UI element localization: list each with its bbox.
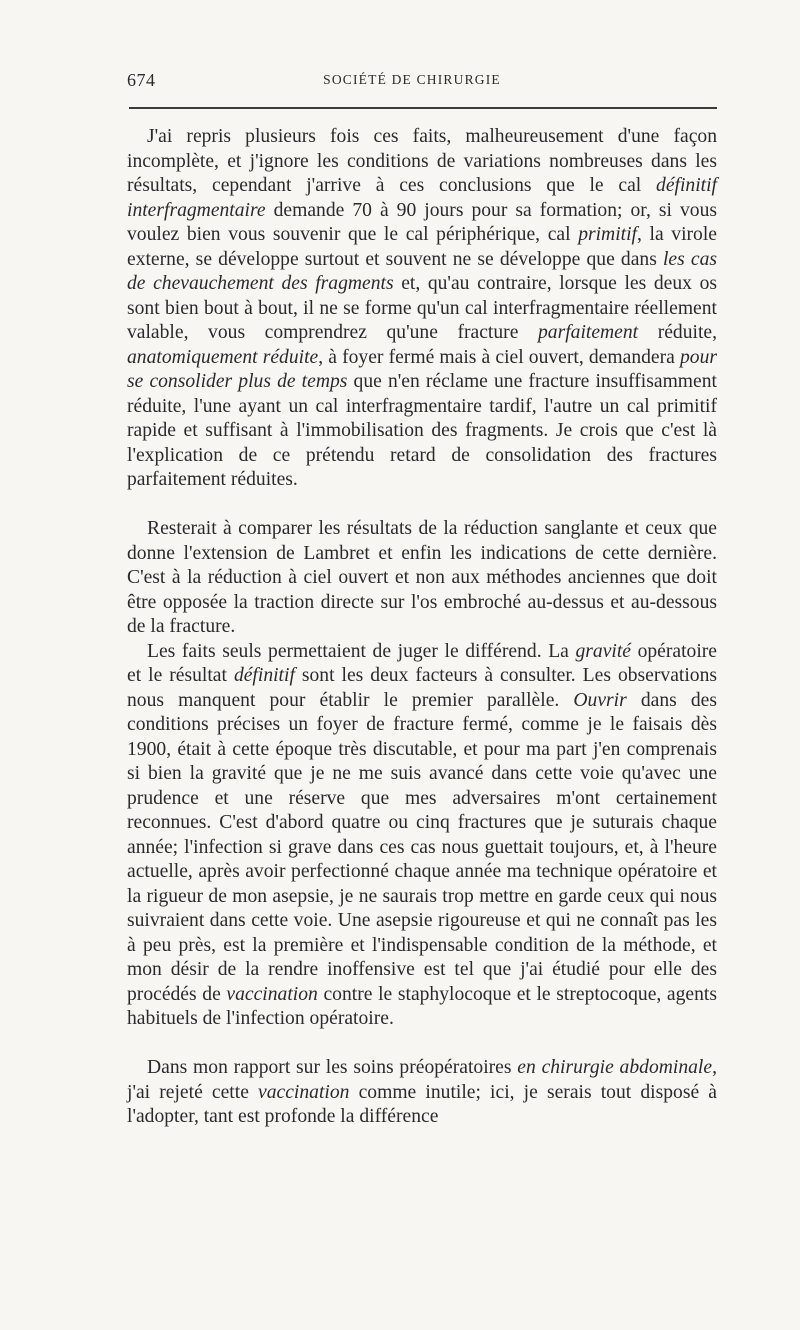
text-run: sont les deux facteurs à consulter. Les observations nous manquent pour établir le premier parallèle. [127,665,718,711]
italic-text: gravité [575,640,631,662]
italic-text: anatomiquement réduite [127,346,319,368]
italic-text: en chirurgie abdominale [517,1057,713,1078]
text-run: , à foyer fermé mais à ciel ouvert, demandera [318,346,680,368]
header-rule [129,107,692,109]
text-run: que n'en réclame une fracture insuffisamment réduite, l'une ayant un cal interfragmentaire tardif, l'autre un cal primitif rapide et suffisant à l'immobilisation des fragments. Je crois que c'est là l'explication de ce prétendu retard de consolidation des fractures parfaitement réduites. [127,371,717,490]
italic-text: les cas de chevauchement des fragments [127,248,717,294]
text-run: dans des conditions précises un foyer de fracture fermé, comme je le faisais dès 1900, était à cette époque très discutable, et pour ma part j'en comprenais si bien la gravité que je ne me suis avancé dans cette voie qu'avec une prudence et une réserve que mes adversaires m'ont certainement reconnues. C'est d'abord quatre ou cinq fractures que je suturais chaque année; l'infection si grave dans ces cas nous guettait toujours, et, à l'heure actuelle, après avoir perfectionné chaque année ma technique opératoire et la rigueur de mon asepsie, je ne saurais trop mettre en garde ceux qui nous suivraient dans cette voie. Une asepsie rigoureuse et qui ne connaît pas les à peu près, est la première et l'indispensable condition de la méthode, et mon désir de la rendre inoffensive est tel que j'ai étudié pour elle des procédés de [127,689,717,1005]
italic-text: Ouvrir [573,689,627,711]
text-run: Dans mon rapport sur les soins préopératoires [147,1057,518,1078]
text-run: contre le staphylocoque et le streptocoque, agents habituels de l'infection opératoire. [127,983,717,1029]
running-title: SOCIÉTÉ DE CHIRURGIE [323,72,501,87]
paragraph [127,517,717,640]
page-header [127,70,687,96]
text-run: , la virole externe, se développe surtout et souvent ne se développe que dans [127,224,717,270]
text-run: et, qu'au contraire, lorsque les deux os sont bien bout à bout, il ne se forme qu'un cal interfragmentaire réellement valable, vous comprendrez qu'une fracture [127,273,717,343]
text-run: réduite, [638,322,718,343]
italic-text: parfaitement [537,322,639,343]
paragraph [127,1056,717,1130]
text-run: opératoire et le résultat [127,640,717,686]
text-run: comme inutile; ici, je serais tout disposé à l'adopter, tant est profonde la différence [127,1081,717,1127]
italic-text: primitif [578,224,637,245]
paragraph [127,640,717,1032]
italic-text: définitif [233,665,295,686]
body-text [127,125,717,1130]
page-number: 674 [127,70,156,90]
text-run: Les faits seuls permettaient de juger le différend. La [147,640,576,662]
paragraph [127,125,717,493]
text-run: J'ai repris plusieurs fois ces faits, malheureusement d'une façon incomplète, et j'ignore les conditions de variations nombreuses dans les résultats, cependant j'arrive à ces conclusions que le cal [127,126,717,196]
italic-text: pour se consolider plus de temps [127,346,717,392]
italic-text: vaccination [258,1081,350,1103]
text-run: Resterait à comparer les résultats de la réduction sanglante et ceux que donne l'extension de Lambret et enfin les indications de cette dernière. C'est à la réduction à ciel ouvert et non aux méthodes anciennes que doit être opposée la traction directe sur l'os embroché au-dessus et au-dessous de la fracture. [127,518,717,637]
text-run: , j'ai rejeté cette [127,1057,717,1103]
header-rule-end [687,107,717,109]
italic-text: vaccination [226,983,318,1005]
text-run: demande 70 à 90 jours pour sa formation; or, si vous voulez bien vous souvenir que le cal périphérique, cal [127,199,717,245]
italic-text: définitif interfragmentaire [127,175,717,221]
